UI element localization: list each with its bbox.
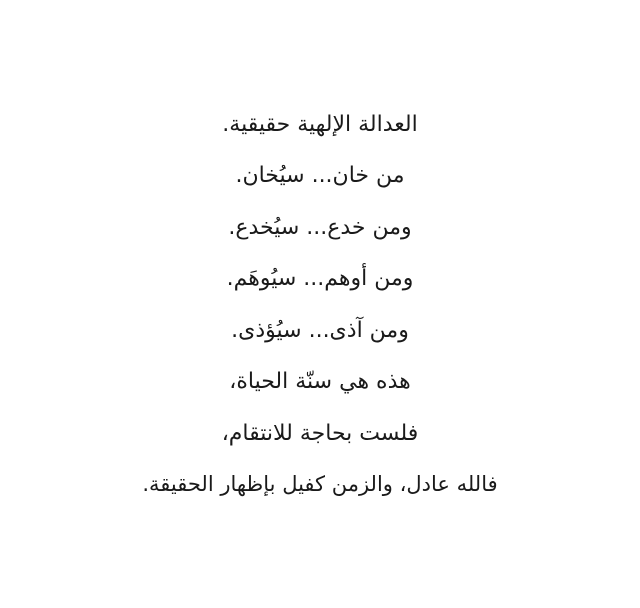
poem-line-5: ومن آذى... سيُؤذى. bbox=[231, 317, 409, 343]
poem-line-4: ومن أوهم... سيُوهَم. bbox=[226, 266, 414, 292]
poem-text-block bbox=[0, 110, 640, 498]
poem-line-2: من خان... سيُخان. bbox=[235, 163, 405, 189]
poem-line-7: فلست بحاجة للانتقام، bbox=[221, 420, 419, 446]
poem-line-8: فالله عادل، والزمن كفيل بإظهار الحقيقة. bbox=[142, 472, 498, 497]
poem-line-1: العدالة الإلهية حقيقية. bbox=[222, 111, 418, 137]
poem-line-3: ومن خدع... سيُخدع. bbox=[228, 214, 412, 240]
poem-line-6: هذه هي سنّة الحياة، bbox=[229, 369, 411, 395]
